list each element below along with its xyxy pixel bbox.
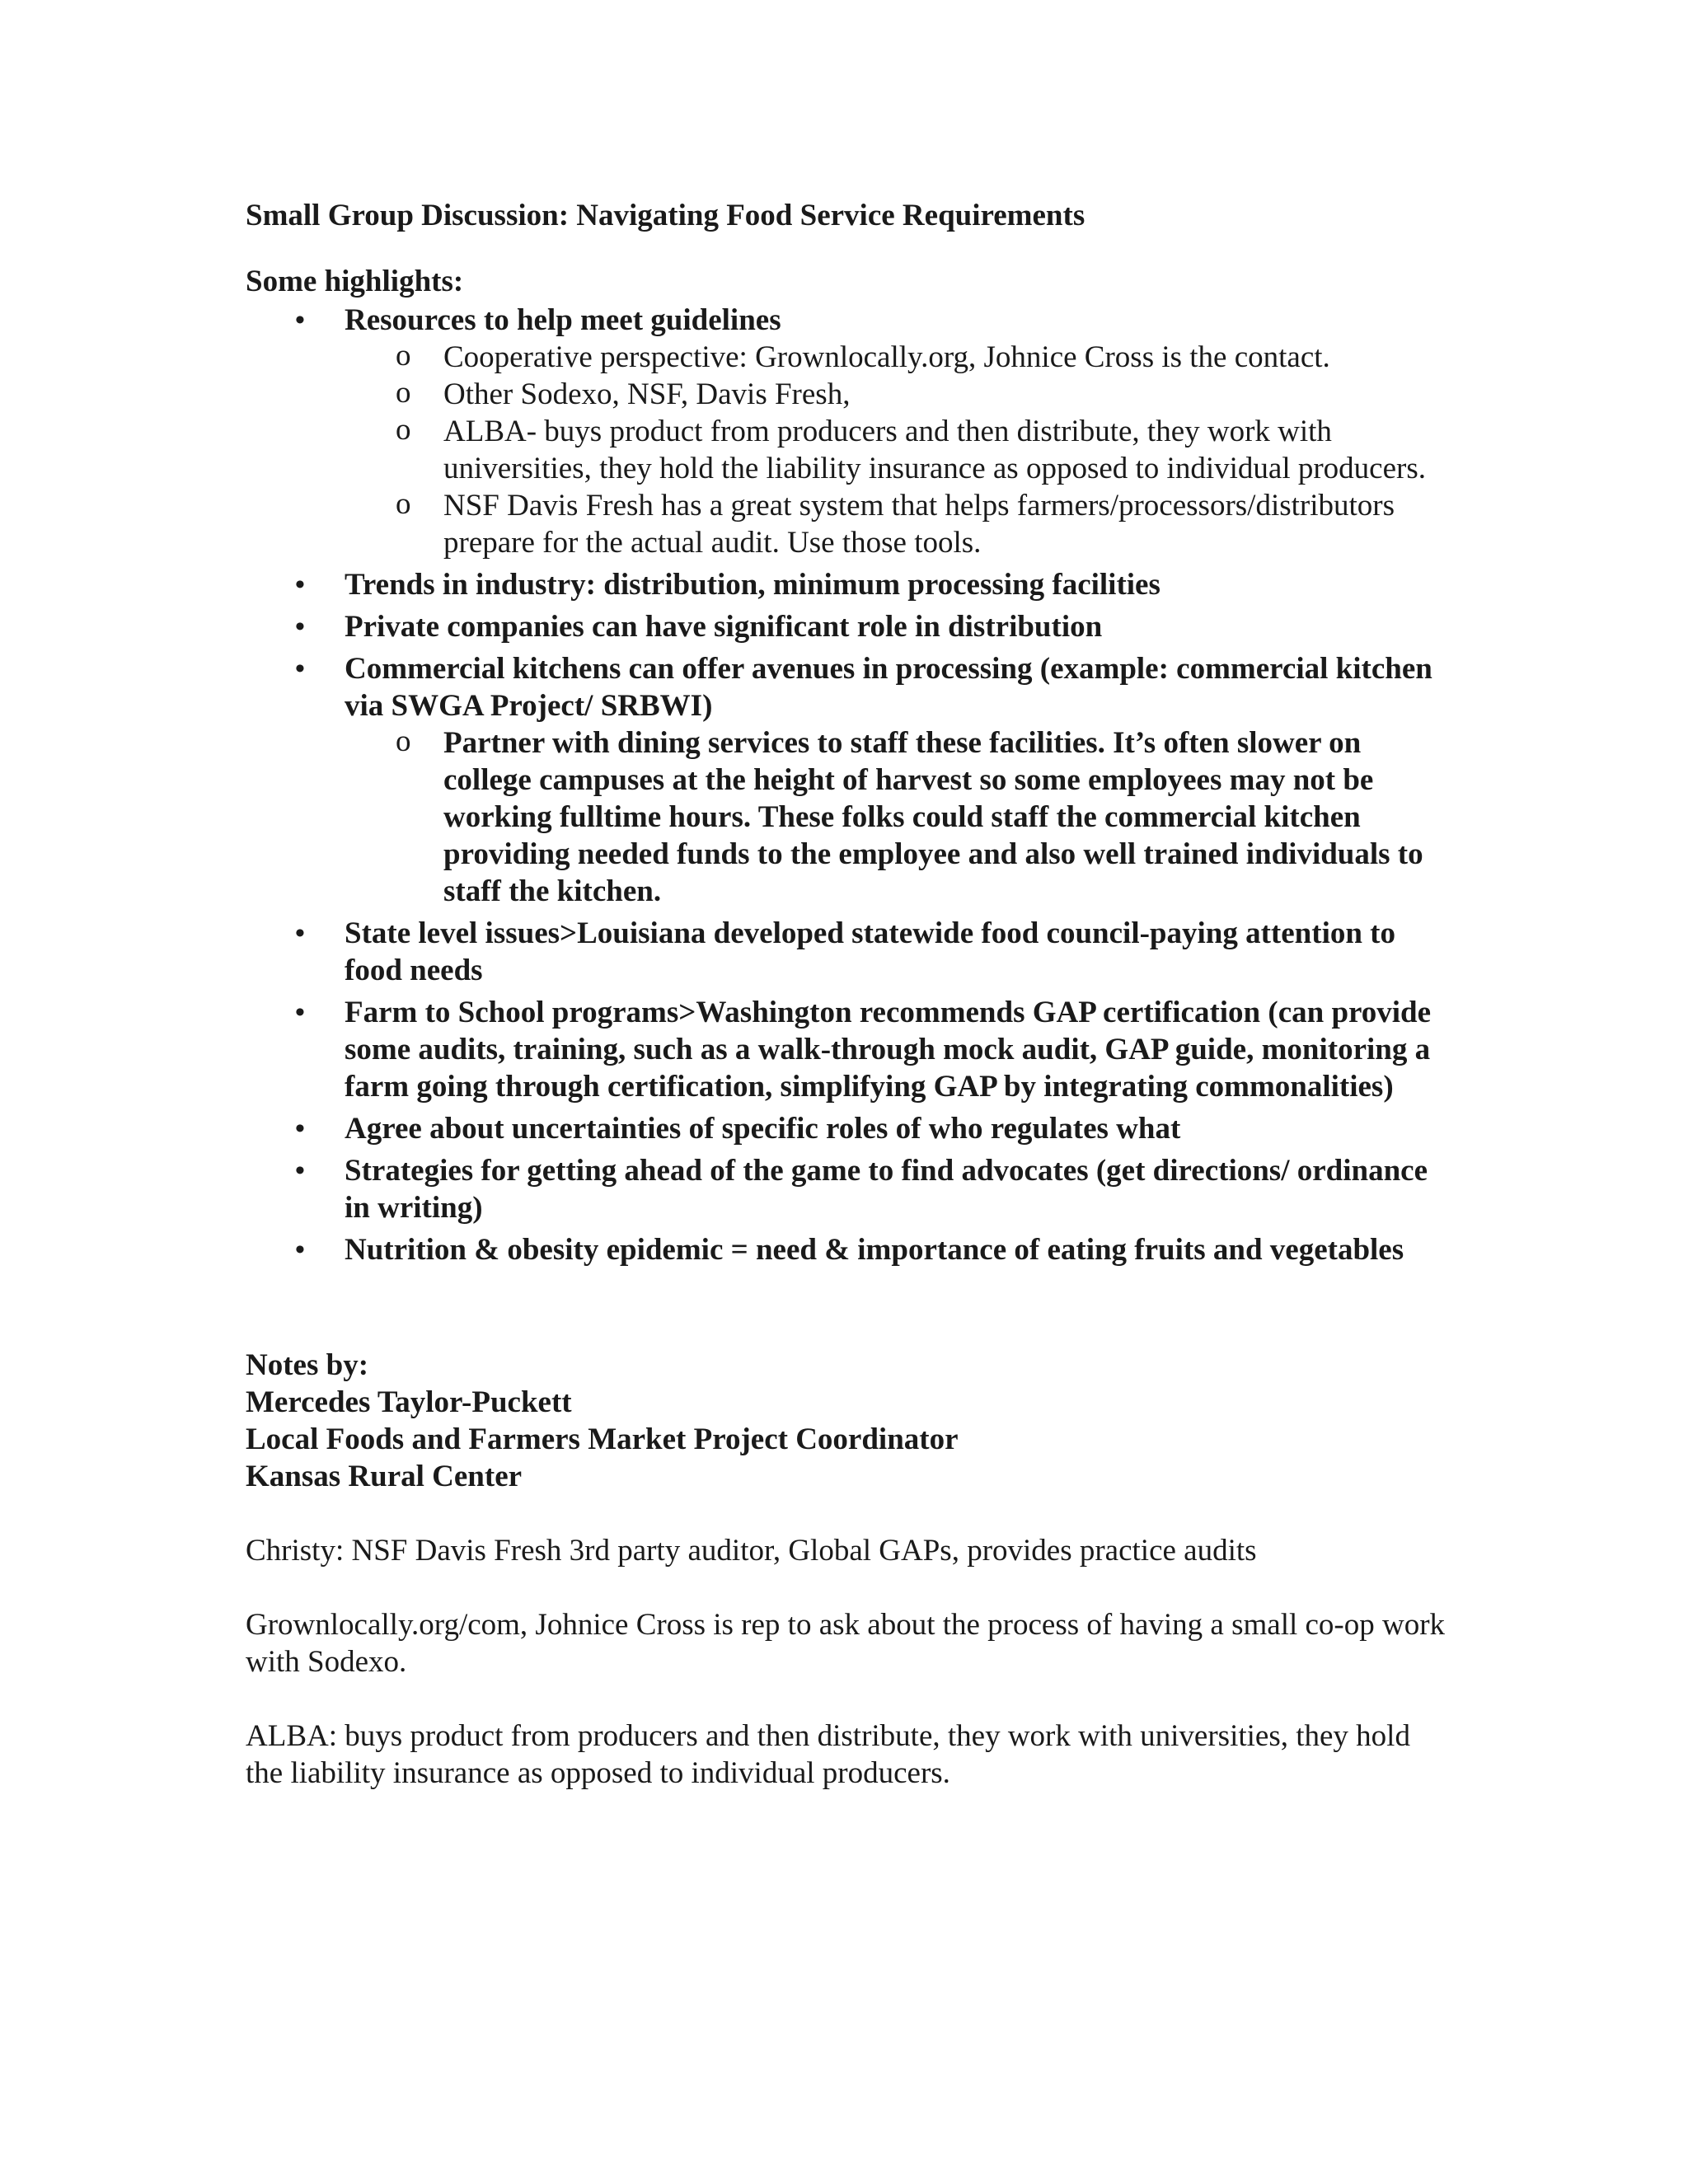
list-item [246,650,1449,910]
list-item [246,994,1449,1105]
bullet-icon: • [295,305,305,335]
notes-author-role: Local Foods and Farmers Market Project Coordinator [246,1422,959,1456]
list-item [246,1231,1449,1268]
list-item-text: Commercial kitchens can offer avenues in processing (example: commercial kitchen via SWGA Project/ SRBWI) [345,652,1432,723]
list-item [246,302,1449,561]
sub-list [345,724,1449,910]
notes-signature [246,1347,1449,1495]
sub-list-item-text: Other Sodexo, NSF, Davis Fresh, [443,377,851,411]
list-item [246,1152,1449,1226]
bullet-icon: • [295,997,305,1028]
sub-list-item [345,724,1449,910]
list-item [246,1110,1449,1147]
list-item [246,566,1449,603]
highlights-heading: Some highlights: [246,265,464,298]
list-item-text: Agree about uncertainties of specific roles of who regulates what [345,1112,1181,1146]
bullet-icon: • [295,918,305,949]
list-item-text: Nutrition & obesity epidemic = need & importance of eating fruits and vegetables [345,1233,1404,1267]
sub-bullet-icon: o [396,339,411,373]
bullet-icon: • [295,1235,305,1265]
bullet-icon: • [295,654,305,684]
sub-list [345,339,1449,561]
sub-list-item-text: Partner with dining services to staff these facilities. It’s often slower on college campuses at the height of harvest so some employees may not be working fulltime hours. These folks could staff the commercial kitchen providing needed funds to the employee and also well trained individuals to staff the kitchen. [443,726,1423,908]
document-page [246,191,1449,1822]
sub-bullet-icon: o [396,724,411,758]
highlights-list [246,302,1449,1268]
sub-bullet-icon: o [396,487,411,521]
sub-list-item [345,413,1449,487]
bullet-icon: • [295,569,305,600]
bullet-icon: • [295,1113,305,1144]
note-paragraph: Christy: NSF Davis Fresh 3rd party auditor, Global GAPs, provides practice audits [246,1534,1257,1568]
note-paragraph: Grownlocally.org/com, Johnice Cross is rep to ask about the process of having a small co-op work with Sodexo. [246,1608,1446,1679]
notes-author-name: Mercedes Taylor-Puckett [246,1385,572,1419]
sub-list-item [345,487,1449,561]
list-item-text: Trends in industry: distribution, minimum processing facilities [345,568,1160,602]
sub-list-item-text: NSF Davis Fresh has a great system that helps farmers/processors/distributors prepare for the actual audit. Use those tools. [443,489,1395,560]
document-title: Small Group Discussion: Navigating Food Service Requirements [246,199,1085,232]
list-item-text: Strategies for getting ahead of the game to find advocates (get directions/ ordinance in writing) [345,1154,1428,1225]
list-item-text: Private companies can have significant role in distribution [345,610,1103,644]
note-paragraph: ALBA: buys product from producers and then distribute, they work with universities, they hold the liability insurance as opposed to individual producers. [246,1719,1410,1790]
bullet-icon: • [295,1155,305,1186]
bullet-icon: • [295,612,305,642]
list-item-text: Farm to School programs>Washington recommends GAP certification (can provide some audits, training, such as a walk-through mock audit, GAP guide, monitoring a farm going through certification, simplifying GAP by integrating commonalities) [345,996,1432,1104]
sub-bullet-icon: o [396,413,411,447]
list-item-text: Resources to help meet guidelines [345,303,781,337]
list-item [246,915,1449,989]
sub-list-item-text: Cooperative perspective: Grownlocally.org, Johnice Cross is the contact. [443,340,1330,374]
sub-list-item [345,339,1449,376]
notes-author-org: Kansas Rural Center [246,1460,523,1493]
list-item-text: State level issues>Louisiana developed statewide food council-paying attention to food needs [345,916,1396,987]
sub-list-item [345,376,1449,413]
sub-list-item-text: ALBA- buys product from producers and then distribute, they work with universities, they hold the liability insurance as opposed to individual producers. [443,415,1426,485]
list-item [246,608,1449,645]
sub-bullet-icon: o [396,376,411,410]
notes-label: Notes by: [246,1348,369,1382]
